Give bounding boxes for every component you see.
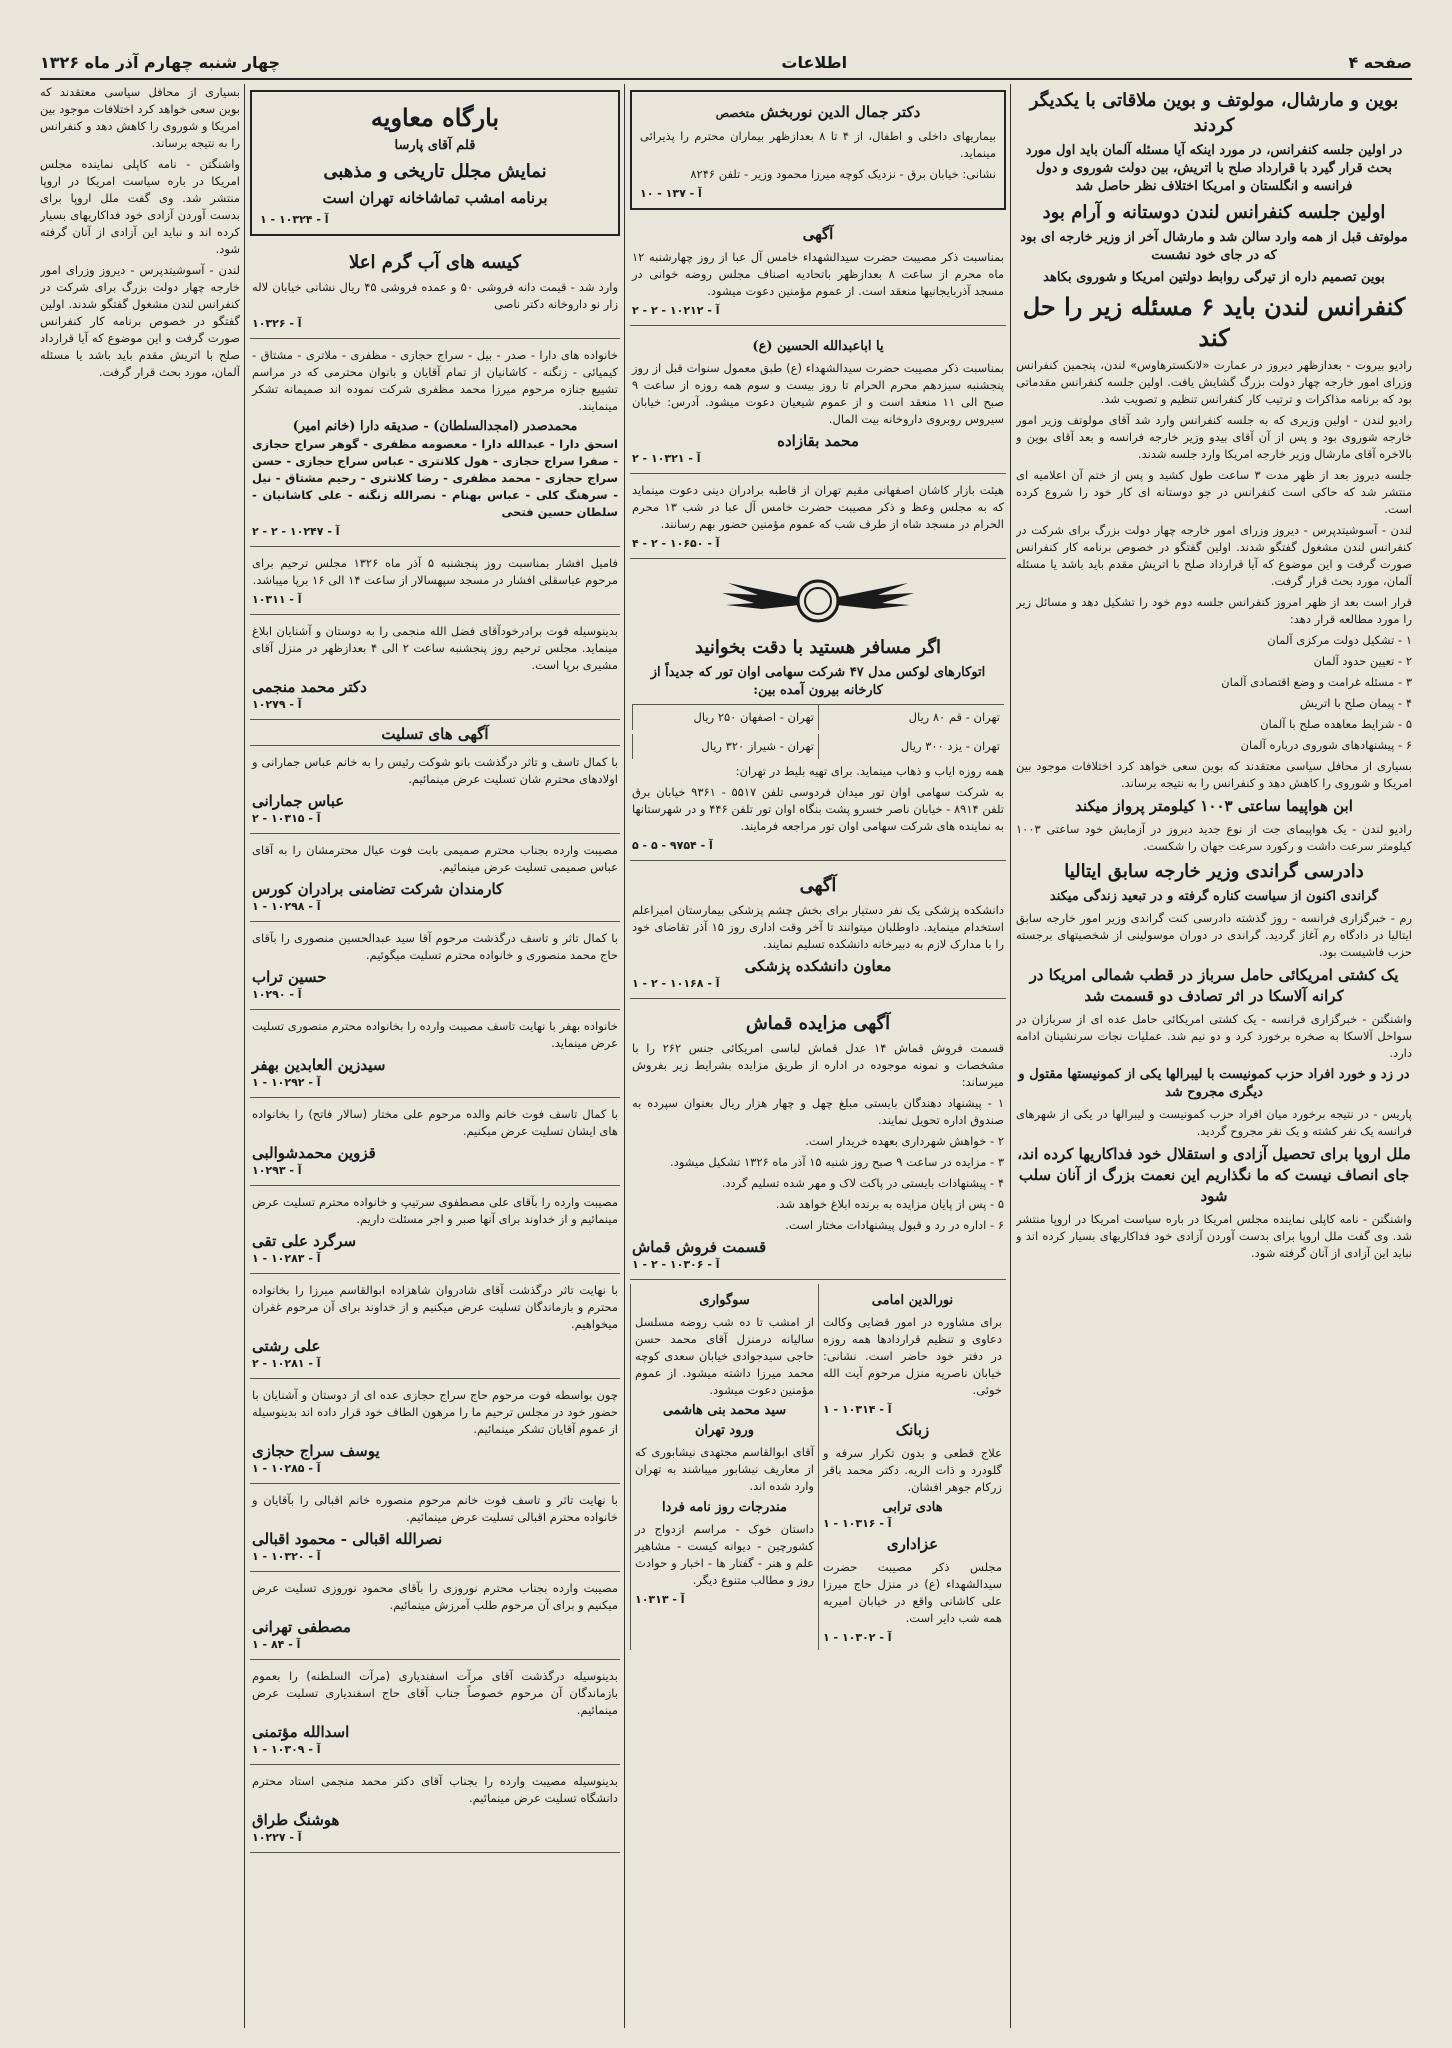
headline: اولین جلسه کنفرانس لندن دوستانه و آرام بود: [1042, 202, 1386, 223]
ad-address: نشانی: خیابان برق - نزدیک کوچه میرزا محمود وزیر - تلفن ۸۲۴۶: [690, 167, 996, 181]
notice-title: آگهی: [802, 225, 834, 243]
continuation-column: [40, 84, 240, 2028]
ad-reference: آ - ۱۰۲۹۳: [252, 1164, 302, 1177]
notice-text: با کمال تاثر و تاسف درگذشت مرحوم آقا سید عبدالحسین منصوری را بآقای حاج محمد منصوری و خانواده محترم تسلیت میگوئیم.: [252, 931, 618, 962]
route-item: تهران - یزد ۳۰۰ ریال: [818, 734, 1004, 759]
theatre-ad: [250, 90, 620, 236]
article-text: واشنگتن - خبرگزاری فرانسه - یک کشتی امریکائی حامل عده ای از سربازان در سواحل آلاسکا به صخره برخورد کرد و دو نیم شد. عملیات نجات سرنشینان ادامه دارد.: [1016, 1012, 1412, 1060]
notice-text: با نهایت تاثر درگذشت آقای شادروان شاهزاده ابوالقاسم میرزا را بخانواده محترم و بازماندگان تسلیت عرض میکنیم و از خداوند برای آن مرحوم غفران میخواهیم.: [252, 1283, 618, 1331]
headline: بوین تصمیم داره از تیرگی روابط دولتین امریکا و شوروی بکاهد: [1043, 270, 1385, 285]
condolence-notice: [250, 1102, 620, 1186]
notice-signature: قسمت فروش قماش: [632, 1238, 767, 1256]
notice-title: آگهی: [799, 875, 837, 896]
notice-signature: محمد بقازاده: [777, 432, 859, 450]
article-text: رم - خبرگزاری فرانسه - روز گذشته دادرسی کنت گراندی وزیر امور خارجه سابق ایتالیا در دادگاه رم آغاز گردید. گراندی در دوران موسولینی از شخصیتهای برجسته حزب فاشیست بود.: [1016, 911, 1412, 959]
ad-reference: آ - ۱۰۳۱۶ - ۱: [823, 1517, 892, 1530]
notice-signature: عباس جمارانی: [252, 792, 345, 810]
notice-signature: هوشنگ طراق: [252, 1811, 340, 1829]
thanks-notice: [250, 343, 620, 547]
notice-signature: مصطفی تهرانی: [252, 1618, 351, 1636]
ad-reference: آ - ۱۰۳۱۵ - ۲: [252, 812, 321, 825]
ad-title: مندرجات روز نامه فردا: [662, 1500, 787, 1515]
article-text: واشنگتن - نامه کاپلی نماینده مجلس امریکا در باره سیاست امریکا در اروپا منتشر شد. وی گفت ملل اروپا برای بدست آوردن آزادی خود فداکاریهای بسیار کرده اند و نباید این آزادی از آنان گرفته شود.: [40, 157, 240, 256]
issue-date: چهار شنبه چهارم آذر ماه ۱۳۲۶: [40, 52, 281, 72]
theatre-subtitle: برنامه امشب تماشاخانه تهران است: [322, 189, 548, 207]
ad-text: همه روزه ایاب و ذهاب مینماید. برای تهیه بلیط در تهران:: [735, 764, 1004, 778]
notice-text: مصیبت وارده را بآقای علی مصطفوی سرتیپ و خانواده محترم تسلیت عرض مینمائیم و از خداوند برای آنها صبر و اجر مسئلت داریم.: [252, 1195, 618, 1226]
notice-signature: سرگرد علی تقی: [252, 1232, 357, 1250]
notice-signature: قزوین محمدشوالبی: [252, 1144, 376, 1162]
notice: [630, 478, 1006, 559]
product-ad: [250, 242, 620, 339]
ad-text: داستان خوک - مراسم ازدواج در کشورچین - دیوانه کیست - مشاهیر علم و هنر - گفتار ها - اخبار و حوادث روز و مطالب متنوع دیگر.: [635, 1522, 814, 1587]
notice-text: خانواده های دارا - صدر - بیل - سراج حجازی - مظفری - ملاتری - مشتاق - کیمیائی - زنگنه - کاشانیان از تمام آقایان و بانوان محترمی که در مراسم تشییع جنازه مرحوم میرزا محمد مظفری شرکت نموده اند صمیمانه تشکر مینمایند.: [252, 348, 618, 413]
ad-reference: آ - ۱۰۲۸۱ - ۲: [252, 1357, 321, 1370]
news-column: [1016, 84, 1412, 2028]
notice-text: دانشکده پزشکی یک نفر دستیار برای بخش چشم پزشکی بیمارستان امیراعلم استخدام مینماید. داوطلبان میتوانند تا آخر وقت اداری روز ۱۵ آذر تقاضای خود را با مدارک لازم به دبیرخانه دانشکده تسلیم نمایند.: [632, 903, 1004, 951]
ad-reference: آ - ۱۰۲۹۲ - ۱: [252, 1076, 321, 1089]
ad-text: مجلس ذکر مصیبت حضرت سیدالشهداء (ع) در منزل حاج میرزا علی کاشانی واقع در خیابان امیریه همه شب دایر است.: [823, 1560, 1002, 1625]
condolence-list: [250, 750, 620, 1853]
article-text: لندن - آسوشیتدپرس - دیروز وزرای امور خارجه چهار دولت بزرگ برای شرکت در کنفرانس لندن مشغول گفتگو شدند. اولین گفتگو در خصوص برنامه کار کنفرانس صورت گرفت و این موضوع که آیا قرارداد صلح با اتریش مقدم باید باشد یا مسئله آلمان، مورد بحث قرار گرفت.: [1016, 523, 1412, 588]
headline: کنفرانس لندن باید ۶ مسئله زیر را حل کند: [1022, 292, 1406, 352]
notices-column: [250, 84, 620, 2028]
ad-reference: آ - ۱۰۳۰۲ - ۱: [823, 1631, 892, 1644]
article-text: پاریس - در نتیجه برخورد میان افراد حزب کمونیست و لیبرالها در یکی از شهرهای فرانسه یک نفر کشته و یک نفر مجروح گردید.: [1016, 1107, 1412, 1138]
ad-reference: آ - ۹۷۵۴ - ۵ - ۵: [632, 839, 713, 852]
ad-reference: آ - ۱۰۳۰۶ - ۲ - ۱: [632, 1258, 720, 1271]
ad-reference: آ - ۱۰۲۱۲ - ۲ - ۲: [632, 304, 720, 317]
notice: [630, 216, 1006, 326]
notice-signature: دکتر محمد منجمی: [252, 678, 367, 696]
auction-notice: [630, 1003, 1006, 1280]
ad-reference: آ - ۱۰۲۸۳ - ۱: [252, 1252, 321, 1265]
notice-signature: علی رشتی: [252, 1337, 321, 1355]
notice-text: خانواده بهفر با نهایت تاسف مصیبت وارده را بخانواده محترم منصوری تسلیت عرض مینماید.: [252, 1019, 618, 1050]
notice: [630, 865, 1006, 999]
ad-reference: آ - ۱۰۳۱۳: [635, 1593, 685, 1606]
ad-reference: آ - ۱۰۳۲۶: [252, 317, 302, 330]
notice-text: قسمت فروش قماش ۱۴ عدل قماش لباسی امریکائی جنس ۲۶۲ را با مشخصات و نمونه موجوده در اداره از طریق مزایده بشرایط زیر بفروش میرساند:: [632, 1041, 1005, 1089]
ad-text: آقای ابوالقاسم مجتهدی نیشابوری که از معاریف نیشابور میباشند به تهران وارد شده اند.: [635, 1445, 814, 1493]
list-item: ۶ - اداره در رد و قبول پیشنهادات مختار است.: [785, 1218, 1004, 1232]
ad-reference: آ - ۱۰۲۹۰: [252, 988, 302, 1001]
list-item: ۱ - تشکیل دولت مرکزی آلمان: [1267, 633, 1412, 647]
list-item: ۶ - پیشنهادهای شوروی درباره آلمان: [1240, 738, 1412, 752]
article-text: رادیو بیروت - بعدازظهر دیروز در عمارت «لانکسترهاوس» لندن، پنجمین کنفرانس وزرای امور خارجه چهار دولت بزرگ گشایش یافت. اولین جلسه کنفرانس مقدماتی بود که برنامه مذاکرات و ترتیب کار کنفرانس تنظیم و تصویب شد.: [1016, 358, 1412, 406]
notice: [630, 330, 1006, 474]
ad-reference: آ - ۱۰۳۲۱ - ۲: [632, 452, 701, 465]
article-text: لندن - آسوشیتدپرس - دیروز وزرای امور خارجه چهار دولت بزرگ برای شرکت در کنفرانس لندن مشغول گفتگو شدند. اولین گفتگو در خصوص برنامه کار کنفرانس صورت گرفت و این موضوع که آیا قرارداد صلح با اتریش مقدم باید باشد یا مسئله آلمان، مورد بحث قرار گرفت.: [40, 263, 240, 379]
ad-reference: آ - ۱۰۳۲۴ - ۱: [260, 213, 329, 226]
ad-text: از امشب تا ده شب روضه مسلسل سالیانه درمنزل آقای محمد حسن حاجی سیدجوادی خیابان سعدی کوچه محمد میرزا داشته میشود. از عموم مؤمنین دعوت میشود.: [635, 1315, 814, 1397]
list-item: ۵ - شرایط معاهده صلح با آلمان: [1260, 717, 1412, 731]
notice-signature: کارمندان شرکت تضامنی برادران کورس: [252, 880, 504, 898]
ad-headline: اگر مسافر هستید با دقت بخوانید: [694, 637, 942, 658]
ad-reference: آ - ۱۳۷ - ۱۰: [640, 187, 702, 200]
article-text: جلسه دیروز بعد از ظهر مدت ۳ ساعت طول کشید و پس از ختم آن اعلامیه ای منتشر شد که حاکی است کنفرانس در جو دوستانه ای کار خود را شروع کرده است.: [1016, 468, 1412, 516]
ad-reference: آ - ۱۰۲۴۷ - ۲ - ۲: [252, 525, 340, 538]
notice-text: بمناسبت ذکر مصیبت حضرت سیدالشهداء خامس آل عبا از روز چهارشنبه ۱۲ ماه محرم از ساعت ۸ بعدازظهر باتحادیه اصناف مجلس روضه خوانی در مسجد آذربایجانیها منعقد است. از عموم مؤمنین دعوت میشود.: [632, 250, 1005, 298]
column-rule: [244, 84, 245, 2028]
ad-title: زبانک: [895, 1421, 930, 1439]
condolence-notice: [250, 1278, 620, 1379]
column-rule: [624, 84, 625, 2028]
small-ads: [630, 1284, 1006, 1650]
ad-text: وارد شد - قیمت دانه فروشی ۵۰ و عمده فروشی ۴۵ ریال نشانی خیابان لاله زار نو داروخانه دکتر ناصی: [252, 280, 618, 311]
notice-text: فامیل افشار بمناسبت روز پنجشنبه ۵ آذر ماه ۱۳۲۶ مجلس ترحیم برای مرحوم عباسقلی افشار در مسجد سپهسالار از ساعت ۱۴ الی ۱۶ برپا میباشد.: [252, 556, 619, 587]
doctor-title: متخصص: [715, 107, 756, 120]
condolence-notice: [250, 1664, 620, 1765]
list-item: ۳ - مسئله غرامت و وضع اقتصادی آلمان: [1221, 675, 1412, 689]
condolence-notice: [250, 1769, 620, 1853]
condolence-notice: [250, 1383, 620, 1484]
notice-text: هیئت بازار کاشان اصفهانی مقیم تهران از قاطبه برادران دینی دعوت مینماید که به مجلس وعظ و ذکر مصیبت حضرت خامس آل عبا در شب ۱۳ محرم الحرام در مسجد شاه از طرف شب که عموم مؤمنین حضور بهم رسانند.: [632, 483, 1004, 531]
headline: دادرسی گراندی وزیر خارجه سابق ایتالیا: [1064, 861, 1364, 882]
condolence-notice: [250, 838, 620, 922]
notice-title: یا اباعبدالله الحسین (ع): [752, 339, 884, 354]
list-item: ۴ - پیمان صلح با اتریش: [1299, 696, 1412, 710]
notice-text: مصیبت وارده بجناب محترم صمیمی بابت فوت عیال محترمشان را به آقای عباس صمیمی تسلیت عرض مینمائیم.: [252, 843, 618, 874]
ad-subheadline: اتوکارهای لوکس مدل ۴۷ شرکت سهامی اوان تور که جدیداً از کارخانه بیرون آمده بین:: [650, 665, 986, 698]
ad-reference: آ - ۱۰۲۲۷: [252, 1831, 302, 1844]
ad-signature: هادی ترابی: [882, 1500, 943, 1515]
notice-text: بدینوسیله درگذشت آقای مرآت اسفندیاری (مرآت السلطنه) را بعموم بازماندگان آن مرحوم خصوصاً جناب آقای حاج اسفندیاری تسلیت عرض مینمائیم.: [252, 1669, 618, 1717]
condolence-notice: [250, 1190, 620, 1274]
route-item: تهران - قم ۸۰ ریال: [818, 705, 1004, 730]
article-text: بسیاری از محافل سیاسی معتقدند که بوین سعی خواهد کرد اختلافات موجود بین امریکا و شوروی را کاهش دهد و کنفرانس را به نتیجه برساند.: [40, 85, 240, 150]
ad-reference: آ - ۱۰۳۱۴ - ۱: [823, 1403, 892, 1416]
condolence-notice: [250, 1488, 620, 1572]
ad-text: علاج قطعی و بدون تکرار سرفه و گلودرد و ذات الریه. دکتر محمد باقر زرکام جوهر افشان.: [823, 1446, 1002, 1494]
small-ads-left: [630, 1284, 818, 1650]
ad-address: به شرکت سهامی اوان تور میدان فردوسی تلفن ۵۵۱۷ - ۹۳۶۱ خیابان برق تلفن ۸۹۱۴ - خیابان ناصر خسرو پشت بنگاه اوان تور تلفن ۴۴۶ و در شهرستانها به نماینده های شرکت سهامی اوان تور مراجعه فرمایند.: [632, 785, 1004, 833]
ad-text: برای مشاوره در امور قضایی وکالت دعاوی و تنظیم قراردادها همه روزه در دفتر خود حاضر است. نشانی: خیابان ناصریه منزل مرحوم آیت الله خوئی.: [823, 1315, 1002, 1397]
headline: در زد و خورد افراد حزب کمونیست با لیبرالها یکی از کمونیستها مقتول و دیگری مجروح شد: [1018, 1067, 1410, 1100]
condolence-notice: [250, 926, 620, 1010]
notice: [250, 619, 620, 720]
notice-title: آگهی مزایده قماش: [745, 1013, 891, 1034]
subheadline: گراندی اکنون از سیاست کناره گرفته و در تبعید زندگی میکند: [1049, 889, 1379, 904]
headline: در اولین جلسه کنفرانس، در مورد اینکه آیا مسئله آلمان باید اول مورد بحث قرار گیرد با قرارداد صلح با اتریش، بین دولت شوروی و دول فرانسه و انگلستان و امریکا اختلاف نظر حاصل شد: [1025, 143, 1403, 194]
notice-signature: یوسف سراج حجازی: [252, 1442, 380, 1460]
headline: بوین و مارشال، مولوتف و بوین ملاقاتی با یکدیگر کردند: [1029, 90, 1399, 136]
notice-signature: حسین تراب: [252, 968, 327, 986]
notice-signature: سیدزین العابدین بهفر: [252, 1056, 386, 1074]
ad-text: بیماریهای داخلی و اطفال، از ۴ تا ۸ بعدازظهر بیماران محترم را پذیرائی مینماید.: [640, 129, 996, 160]
route-item: تهران - اصفهان ۲۵۰ ریال: [632, 705, 818, 730]
article-text: واشنگتن - نامه کاپلی نماینده مجلس امریکا در باره سیاست امریکا در اروپا منتشر شد. وی گفت ملل اروپا برای بدست آوردن آزادی خود فداکاریهای بسیار کرده اند و نباید این آزادی از آنان گرفته شود.: [1016, 1212, 1412, 1260]
ad-reference: آ - ۱۰۲۷۹: [252, 698, 302, 711]
notice: [250, 551, 620, 615]
list-item: ۲ - تعیین حدود آلمان: [1313, 654, 1412, 668]
ad-title: سوگواری: [699, 1293, 750, 1308]
notice-text: بدینوسیله فوت برادرخودآقای فضل الله منجمی را به دوستان و آشنایان ابلاغ مینماید. مجلس ترحیم روز پنجشنبه ساعت ۲ الی ۴ بعدازظهر در منزل آقای مشیری برپا است.: [252, 624, 618, 672]
ad-title: عزاداری: [886, 1535, 939, 1553]
ad-signature: سید محمد بنی هاشمی: [662, 1403, 787, 1418]
notice-text: بدینوسیله مصیبت وارده را بجناب آقای دکتر محمد منجمی استاد محترم دانشگاه تسلیت عرض مینمائیم.: [252, 1774, 618, 1805]
ad-reference: آ - ۱۰۲۸۵ - ۱: [252, 1462, 321, 1475]
ad-title: کیسه های آب گرم اعلا: [349, 252, 521, 273]
article-text: قرار است بعد از ظهر امروز کنفرانس جلسه دوم خود را تشکیل دهد و مسائل زیر را مورد مطالعه قرار دهد:: [1016, 595, 1412, 626]
page-number: صفحه ۴: [1348, 52, 1412, 72]
notice-text: چون بواسطه فوت مرحوم حاج سراج حجازی عده ای از دوستان و آشنایان با حضور خود در مجلس ترحیم ما را مرهون الطاف خود قرار داده اند بدینوسیله از عموم آقایان تشکر مینمائیم.: [252, 1388, 618, 1436]
ads-column: [630, 84, 1006, 2028]
section-title: آگهی های تسلیت: [250, 724, 620, 746]
route-item: تهران - شیراز ۳۲۰ ریال: [632, 734, 818, 759]
notice-text: بمناسبت ذکر مصیبت حضرت سیدالشهداء (ع) طبق معمول سنوات قبل از روز پنجشنبه سیزدهم محرم الحرام تا روز بیست و سوم همه روزه از ساعت ۹ صبح الی ۱۱ منعقد است و از عموم شیعیان دعوت میشود. آدرس: خیابان سیروس روبروی داروخانه بیت المال.: [632, 361, 1004, 426]
condolence-notice: [250, 1576, 620, 1660]
condolence-notice: [250, 750, 620, 834]
notice-signature: نصرالله اقبالی - محمود اقبالی: [252, 1530, 443, 1548]
headline: یک کشتی امریکائی حامل سرباز در قطب شمالی امریکا در کرانه آلاسکا در اثر تصادف دو قسمت شد: [1029, 966, 1399, 1005]
list-item: ۱ - پیشنهاد دهندگان بایستی مبلغ چهل و چهار هزار ریال بعنوان سپرده به صندوق اداره تحویل نمایند.: [632, 1096, 1004, 1127]
ad-reference: آ - ۱۰۳۱۱: [252, 593, 302, 606]
winged-logo-icon: [718, 573, 918, 629]
ad-title: نورالدین امامی: [871, 1293, 954, 1308]
notice-text: با نهایت تاثر و تاسف فوت خانم مرحوم منصوره خانم اقبالی را بآقایان و خانواده محترم اقبالی تسلیت عرض مینمائیم.: [252, 1493, 618, 1524]
list-item: ۲ - خواهش شهرداری بعهده خریدار است.: [805, 1134, 1004, 1148]
headline: ملل اروپا برای تحصیل آزادی و استقلال خود فداکاریها کرده اند، جای انصاف نیست که ما نگذاریم این نعمت بزرگ از آنان سلب شود: [1017, 1145, 1411, 1205]
notice-text: با کمال تاسف و تاثر درگذشت بانو شوکت رئیس را به خانم عباس جمارانی و اولادهای محترم شان تسلیت عرض مینمائیم.: [252, 755, 618, 786]
theatre-author: قلم آقای پارسا: [394, 138, 476, 153]
ad-reference: آ - ۱۰۳۰۹ - ۱: [252, 1743, 321, 1756]
notice-signature: معاون دانشکده پزشکی: [744, 957, 892, 975]
theatre-title: بارگاه معاویه: [370, 103, 500, 132]
route-list: [632, 704, 1004, 763]
doctor-name: دکتر جمال الدین نوربخش متخصص: [715, 103, 921, 121]
condolence-notice: [250, 1014, 620, 1098]
list-item: ۴ - پیشنهادات بایستی در پاکت لاک و مهر شده تسلیم گردد.: [721, 1176, 1004, 1190]
ad-title: ورود تهران: [694, 1423, 755, 1438]
headline: مولوتف قبل از همه وارد سالن شد و مارشال آخر از وزیر خارجه ای بود که در جای خود نشست: [1020, 230, 1408, 263]
notice-signature: محمدصدر (امجدالسلطان) - صدیقه دارا (خانم امیر): [292, 419, 578, 434]
paper-name: اطلاعات: [781, 52, 848, 72]
ad-reference: آ - ۸۴ - ۱: [252, 1638, 301, 1651]
theatre-subtitle: نمایش مجلل تاریخی و مذهبی: [323, 161, 547, 182]
list-item: ۵ - پس از پایان مزایده به برنده ابلاغ خواهد شد.: [775, 1197, 1004, 1211]
ad-reference: آ - ۱۰۲۹۸ - ۱: [252, 900, 321, 913]
small-ads-right: [818, 1284, 1006, 1650]
column-rule: [1010, 84, 1011, 2028]
doctor-ad: [630, 90, 1006, 210]
notice-names: اسحق دارا - عبدالله دارا - معصومه مظفری - گوهر سراج حجازی - صفرا سراج حجازی - هول کلانتری - عباس سراج حجازی - حسن سراج حجازی - محمد مظفری - رضا کلانتری - رحیم مشتاق - نیل - سرهنگ کلی - عباس بهنام - نصرالله زنگنه - علی کاشانیان - سلطان حسین فتحی: [252, 437, 618, 519]
article-text: رادیو لندن - اولین وزیری که به جلسه کنفرانس وارد شد آقای مولوتف وزیر امور خارجه شوروی بود و پس از آن آقای بیدو وزیر خارجه فرانسه و بعد آقای بوین و بالاخره آقای مارشال وزیر خارجه امریکا وارد جلسه شدند.: [1016, 413, 1412, 461]
notice-text: با کمال تاسف فوت خانم والده مرحوم علی مختار (سالار فاتح) را بخانواده های ایشان تسلیت عرض میکنیم.: [252, 1107, 618, 1138]
list-item: ۳ - مزایده در ساعت ۹ صبح روز شنبه ۱۵ آذر ماه ۱۳۲۶ تشکیل میشود.: [670, 1155, 1004, 1169]
article-text: رادیو لندن - یک هواپیمای جت از نوع جدید دیروز در آزمایش خود ساعتی ۱۰۰۳ کیلومتر سرعت داشت و رکورد سرعت جهان را شکست.: [1016, 822, 1412, 853]
page-header: [40, 46, 1412, 80]
ad-reference: آ - ۱۰۶۵۰ - ۲ - ۴: [632, 537, 720, 550]
ad-reference: آ - ۱۰۱۶۸ - ۲ - ۱: [632, 977, 720, 990]
article-text: بسیاری از محافل سیاسی معتقدند که بوین سعی خواهد کرد اختلافات موجود بین امریکا و شوروی را کاهش دهد و کنفرانس را به نتیجه برساند.: [1016, 759, 1412, 790]
headline: ابن هواپیما ساعتی ۱۰۰۳ کیلومتر پرواز میکند: [1075, 797, 1353, 815]
ad-reference: آ - ۱۰۳۲۰ - ۱: [252, 1550, 321, 1563]
notice-text: مصیبت وارده بجناب محترم نوروزی را بآقای محمود نوروزی تسلیت عرض میکنیم و برای آن مرحوم طلب آمرزش مینمائیم.: [252, 1581, 618, 1612]
bus-ad: [630, 563, 1006, 861]
notice-signature: اسدالله مؤتمنی: [252, 1723, 350, 1741]
